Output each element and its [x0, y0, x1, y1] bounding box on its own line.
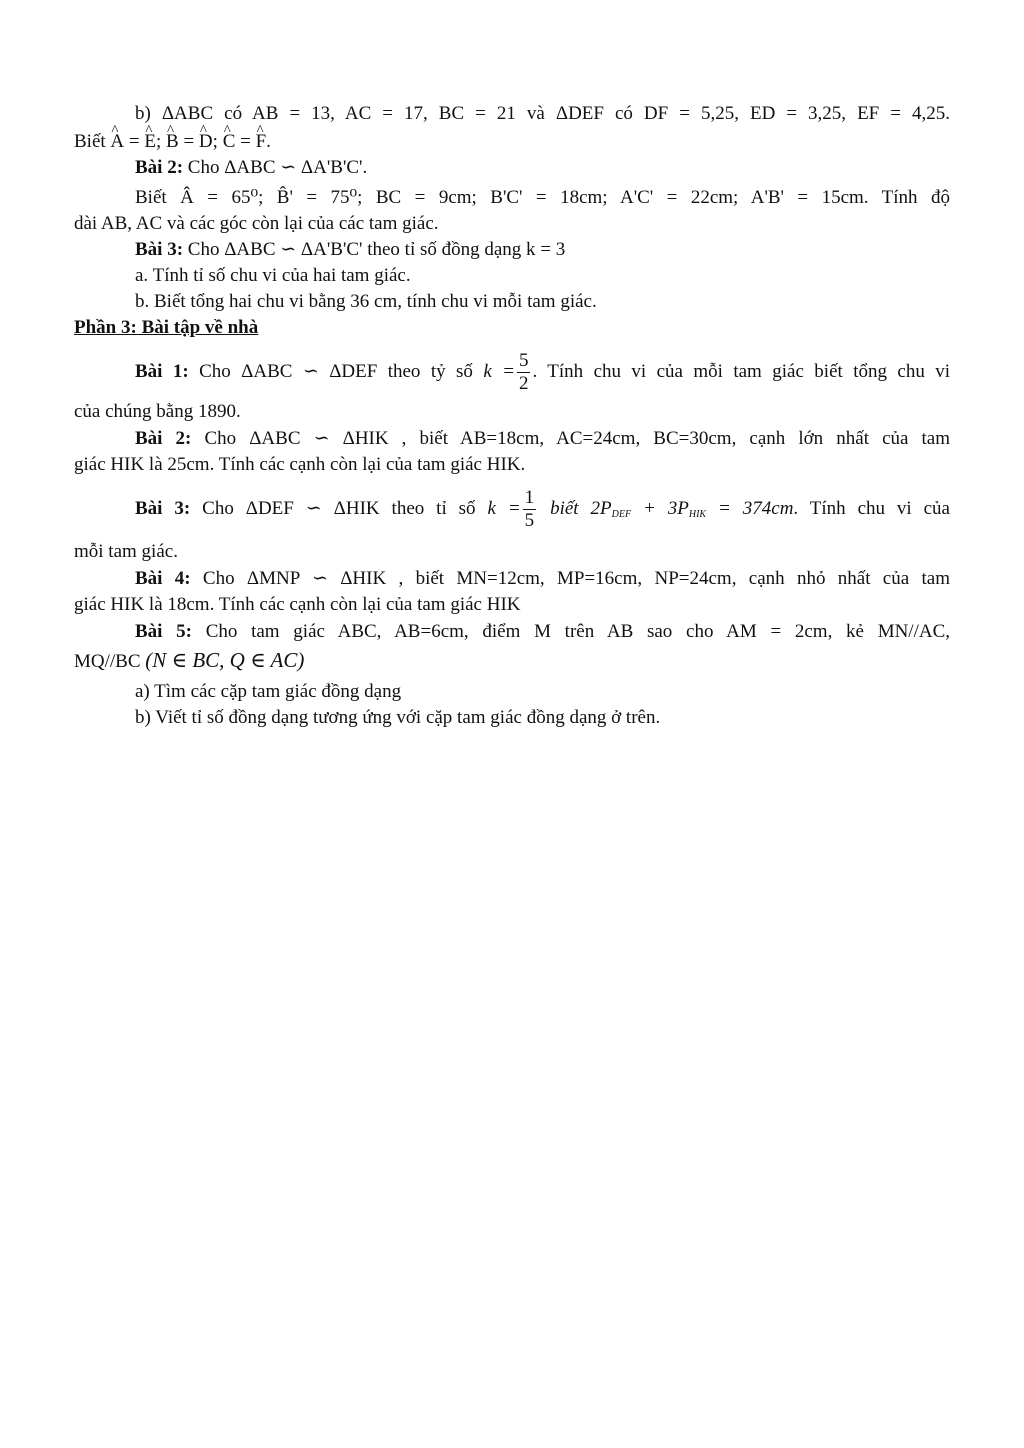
b3-part-b [135, 290, 950, 314]
b2-line3 [74, 212, 950, 236]
text: ; [212, 131, 223, 152]
b2-text: Cho ΔABC ∽ ΔA'B'C'. [183, 157, 368, 178]
text: = 374cm [706, 498, 794, 519]
b3-text: Cho ΔABC ∽ ΔA'B'C' theo tỉ số đồng dạng k = 3 [183, 239, 566, 260]
angle-d: ^ D [199, 130, 213, 154]
b2-heading [135, 156, 950, 180]
h2-text: Cho ΔABC ∽ ΔHIK , biết AB=18cm, AC=24cm, BC=30cm, cạnh lớn nhất của tam [191, 428, 951, 449]
text: . Tính chu vi của mỗi tam giác biết tổng chu vi [532, 361, 950, 382]
angle-e: ^ E [144, 130, 156, 154]
part3-title: Phần 3: Bài tập về nhà [74, 317, 259, 338]
b2-given: Biết Â = 65⁰; B̂' = 75⁰; BC = 9cm; B'C' = 18cm; A'C' = 22cm; A'B' = 15cm. Tính độ [135, 187, 950, 208]
fraction-1-5 [523, 487, 537, 532]
h2-line1 [135, 427, 950, 451]
h2-label: Bài 2: [135, 428, 192, 449]
text: = [235, 131, 256, 152]
math-condition: (N ∈ BC, Q ∈ AC) [145, 648, 305, 672]
h3-label: Bài 3: [135, 498, 191, 519]
k-symbol: k = [487, 498, 521, 519]
b2-line2 [135, 186, 950, 210]
numerator: 1 [524, 487, 535, 509]
h5-label: Bài 5: [135, 621, 192, 642]
text: ; [155, 131, 167, 152]
h5-line2 [74, 648, 950, 674]
h5-part-a [135, 680, 950, 704]
denominator: 2 [518, 373, 529, 395]
text: = [124, 131, 145, 152]
h5-a-text: a) Tìm các cặp tam giác đồng dạng [135, 681, 402, 702]
numerator: 5 [518, 350, 529, 372]
text: MQ//BC [74, 651, 146, 672]
h4-continuation: giác HIK là 18cm. Tính các cạnh còn lại của tam giác HIK [74, 594, 521, 615]
h3-line2 [74, 540, 950, 564]
text: biết 2P [538, 498, 612, 519]
b3-part-a [135, 264, 950, 288]
angle-b: ^ B [166, 130, 179, 154]
b3-label: Bài 3: [135, 239, 184, 260]
h4-label: Bài 4: [135, 568, 191, 589]
h5-part-b [135, 706, 950, 730]
b2-task: dài AB, AC và các góc còn lại của các tam giác. [74, 213, 439, 234]
denominator: 5 [524, 510, 535, 532]
h3-continuation: mỗi tam giác. [74, 541, 178, 562]
h5-text: Cho tam giác ABC, AB=6cm, điểm M trên AB sao cho AM = 2cm, kẻ MN//AC, [192, 621, 951, 642]
b3-b-text: b. Biết tổng hai chu vi bằng 36 cm, tính chu vi mỗi tam giác. [135, 291, 597, 312]
text: . Tính chu vi của [793, 498, 950, 519]
h4-line2 [74, 593, 950, 617]
h5-b-text: b) Viết tỉ số đồng dạng tương ứng với cặp tam giác đồng dạng ở trên. [135, 707, 661, 728]
k-symbol: k = [483, 361, 515, 382]
part3-heading [74, 316, 950, 340]
text: Cho ΔABC ∽ ΔDEF theo tỷ số [188, 361, 484, 382]
text: + 3P [631, 498, 689, 519]
angle-f: ^ F [256, 130, 267, 154]
h2-line2 [74, 453, 950, 477]
text: Cho ΔDEF ∽ ΔHIK theo tỉ số [190, 498, 488, 519]
text: = [178, 131, 199, 152]
fraction-5-2 [517, 350, 531, 395]
h4-line1 [135, 567, 950, 591]
exercise-b-text: b) ΔABC có AB = 13, AC = 17, BC = 21 và ΔDEF có DF = 5,25, ED = 3,25, EF = 4,25. [135, 103, 950, 124]
h3-line1 [135, 483, 950, 535]
h1-line1 [135, 346, 950, 398]
h1-label: Bài 1: [135, 361, 189, 382]
angle-a: ^ A [110, 130, 124, 154]
b2-label: Bài 2: [135, 157, 184, 178]
subscript: HIK [688, 509, 707, 520]
subscript: DEF [611, 509, 632, 520]
h2-continuation: giác HIK là 25cm. Tính các cạnh còn lại của tam giác HIK. [74, 454, 526, 475]
angle-c: ^ C [223, 130, 236, 154]
b3-heading [135, 238, 950, 262]
angles-line [74, 130, 950, 154]
h1-line2 [74, 400, 950, 424]
h5-line1 [135, 620, 950, 644]
text: Biết [74, 131, 111, 152]
h4-text: Cho ΔMNP ∽ ΔHIK , biết MN=12cm, MP=16cm, NP=24cm, cạnh nhỏ nhất của tam [190, 568, 950, 589]
text: . [266, 131, 271, 152]
h1-continuation: của chúng bằng 1890. [74, 401, 241, 422]
b3-a-text: a. Tính tỉ số chu vi của hai tam giác. [135, 265, 411, 286]
